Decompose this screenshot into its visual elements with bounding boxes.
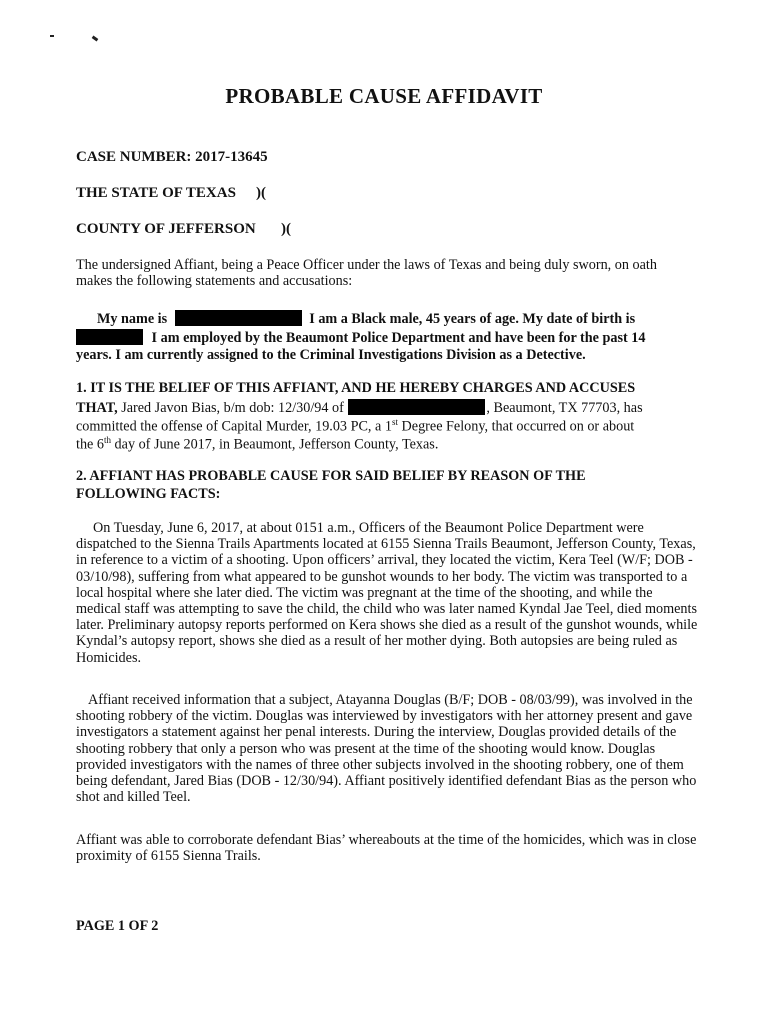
document-title: PROBABLE CAUSE AFFIDAVIT	[225, 84, 543, 108]
intro-paragraph: The undersigned Affiant, being a Peace Officer under the laws of Texas and being duly sworn, on oath makes the following statements and accusations:	[76, 257, 657, 290]
county-mark: )(	[281, 221, 291, 237]
affiant-line-3: years. I am currently assigned to the Criminal Investigations Division as a Detective.	[76, 347, 586, 363]
defendant-text: Jared Javon Bias, b/m dob: 12/30/94 of	[117, 400, 344, 416]
date-text-cont: day of June 2017, in Beaumont, Jefferson County, Texas.	[111, 436, 439, 453]
redacted-name	[175, 310, 302, 326]
section-1-line-2	[76, 399, 643, 417]
ordinal-suffix: th	[103, 435, 111, 445]
affiant-line-2	[76, 329, 645, 347]
offense-text-cont: Degree Felony, that occurred on or about	[397, 418, 635, 435]
county-label: COUNTY OF JEFFERSON	[76, 221, 256, 237]
page-footer: PAGE 1 OF 2	[76, 918, 159, 934]
affiant-employment-text: I am employed by the Beaumont Police Department and have been for the past 14	[151, 330, 646, 346]
state-mark: )(	[256, 185, 266, 201]
that-label: THAT,	[76, 400, 118, 416]
affiant-line-1	[97, 310, 635, 328]
date-text: the 6	[76, 436, 104, 453]
county-line	[76, 221, 291, 238]
case-number: CASE NUMBER: 2017-13645	[76, 149, 268, 165]
facts-paragraph-3: Affiant was able to corroborate defendant Bias’ whereabouts at the time of the homicides, which was in close proximity of 6155 Sienna Trails.	[76, 832, 697, 865]
redacted-address	[348, 399, 485, 415]
scan-speck	[92, 36, 99, 42]
section-1-line-4	[76, 435, 438, 454]
affiant-age-text: I am a Black male, 45 years of age. My date of birth is	[309, 311, 636, 327]
scan-speck	[50, 35, 54, 37]
section-1-heading: 1. IT IS THE BELIEF OF THIS AFFIANT, AND HE HEREBY CHARGES AND ACCUSES	[76, 380, 636, 396]
affiant-name-label: My name is	[97, 311, 168, 327]
offense-text: committed the offense of Capital Murder, 19.03 PC, a 1	[76, 418, 392, 435]
redacted-dob	[76, 329, 143, 345]
city-text: , Beaumont, TX 77703, has	[486, 400, 643, 416]
state-line	[76, 185, 266, 202]
section-2-heading-1: 2. AFFIANT HAS PROBABLE CAUSE FOR SAID BELIEF BY REASON OF THE	[76, 468, 586, 484]
section-1-line-3	[76, 417, 634, 436]
section-2-heading-2: FOLLOWING FACTS:	[76, 486, 221, 502]
facts-paragraph-2: Affiant received information that a subject, Atayanna Douglas (B/F; DOB - 08/03/99), was involved in the shooting robbery of the victim. Douglas was interviewed by investigators with her attorney present and gave investigators a statement against her penal interests. During the interview, Douglas provided details of the shooting robbery that only a person who was present at the time of the shooting would know. Douglas provided investigators with the names of three other subjects involved in the shooting robbery, one of them being defendant, Jared Bias (DOB - 12/30/94). Affiant positively identified defendant Bias as the person who shot and killed Teel.	[76, 692, 697, 806]
ordinal-suffix: st	[391, 417, 398, 427]
facts-paragraph-1: On Tuesday, June 6, 2017, at about 0151 a.m., Officers of the Beaumont Police Department were dispatched to the Sienna Trails Apartments located at 6155 Sienna Trails Beaumont, Jefferson County, Texas, in reference to a victim of a shooting. Upon officers’ arrival, they located the victim, Kera Teel (W/F; DOB - 03/10/98), suffering from what appeared to be gunshot wounds to her body. The victim was transported to a local hospital where she later died. The victim was pregnant at the time of the shooting, and while the medical staff was attempting to save the child, the child who was later named Kyndal Jae Teel, died moments later. Preliminary autopsy reports performed on Kera shows she died as a result of the gunshot wounds, while Kyndal’s autopsy report, shows she died as a result of her mother dying. Both autopsies are being ruled as Homicides.	[76, 520, 698, 666]
state-label: THE STATE OF TEXAS	[76, 185, 236, 201]
